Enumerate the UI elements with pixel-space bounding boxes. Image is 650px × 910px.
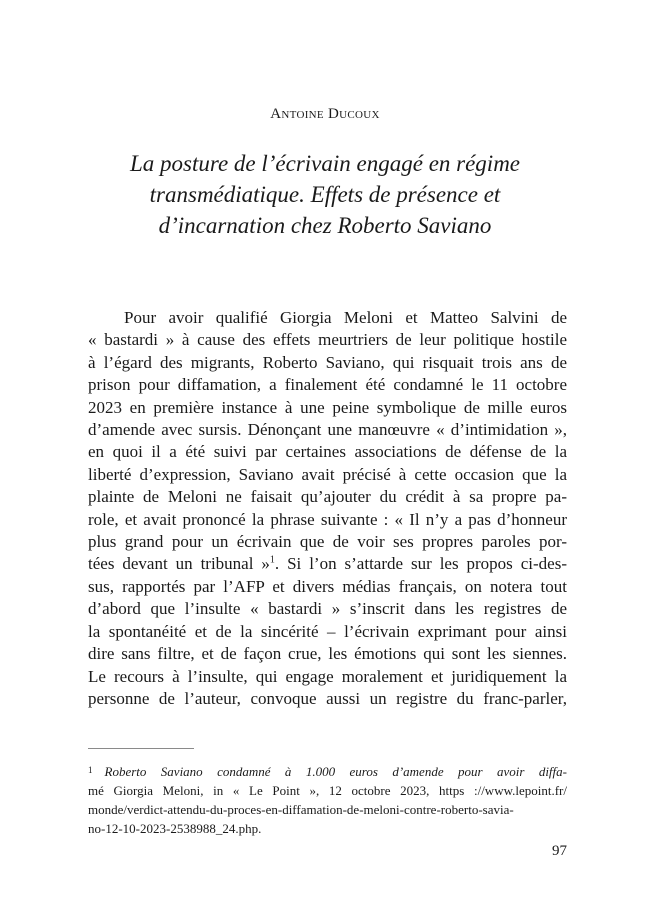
chapter-title [100, 148, 550, 241]
body-line: 2023 en première instance à une peine symbolique de mille euros [88, 397, 567, 417]
title-line: La posture de l’écrivain engagé en régime [129, 151, 521, 176]
footnote-line [88, 762, 567, 781]
footnote-number: 1 [88, 765, 93, 775]
body-line: d’abord que l’insulte « bastardi » s’inscrit dans les registres de [88, 599, 567, 619]
body-line: plainte de Meloni ne faisait qu’ajouter du crédit à sa propre pa- [88, 487, 567, 507]
body-text: tées devant un tribunal » [88, 554, 270, 574]
body-paragraph [88, 307, 567, 710]
footnote-link-line[interactable]: monde/verdict-attendu-du-proces-en-diffamation-de-meloni-contre-roberto-savia- [88, 802, 514, 817]
title-line: d’incarnation chez Roberto Saviano [158, 213, 492, 238]
footnote-line: mé Giorgia Meloni, in « Le Point », 12 octobre 2023, https ://www.lepoint.fr/ [88, 783, 567, 798]
body-line: la spontanéité et de la sincérité – l’écrivain exprimant pour ainsi [88, 621, 567, 641]
body-line: dire sans filtre, et de façon crue, les émotions qui sont les siennes. [88, 644, 567, 664]
footnote-divider [88, 748, 194, 749]
body-line: plus grand pour un écrivain que de voir ses propres paroles por- [88, 532, 567, 552]
body-line: personne de l’auteur, convoque aussi un registre du franc-parler, [88, 688, 567, 708]
page-number: 97 [552, 843, 567, 859]
body-line: liberté d’expression, Saviano avait précisé à cette occasion que la [88, 464, 567, 484]
body-line: en quoi il a été suivi par certaines associations de défense de la [88, 442, 567, 462]
footnote-ref[interactable]: 1 [269, 554, 275, 566]
title-line: transmédiatique. Effets de présence et [149, 182, 501, 207]
body-line: prison pour diffamation, a finalement été condamné le 11 octobre [88, 375, 567, 395]
body-line: « bastardi » à cause des effets meurtriers de leur politique hostile [88, 330, 567, 350]
footnote [88, 762, 567, 838]
body-line: à l’égard des migrants, Roberto Saviano, qui risquait trois ans de [88, 352, 567, 372]
body-line: Pour avoir qualifié Giorgia Meloni et Matteo Salvini de [124, 308, 567, 327]
body-line: sus, rapportés par l’AFP et divers médias français, on notera tout [88, 576, 567, 596]
body-line [88, 553, 567, 575]
footnote-text: Roberto Saviano condamné à 1.000 euros d’amende pour avoir diffa- [104, 764, 567, 779]
body-line: d’amende avec sursis. Dénonçant une manœuvre « d’intimidation », [88, 420, 567, 440]
body-line: Le recours à l’insulte, qui engage moralement et juridiquement la [88, 666, 567, 686]
body-text: . Si l’on s’attarde sur les propos ci-des- [274, 554, 567, 574]
author-name: Antoine Ducoux [270, 106, 380, 122]
footnote-link-line[interactable]: no-12-10-2023-2538988_24.php. [88, 821, 262, 836]
body-line: role, et avait prononcé la phrase suivante : « Il n’y a pas d’honneur [88, 509, 567, 529]
